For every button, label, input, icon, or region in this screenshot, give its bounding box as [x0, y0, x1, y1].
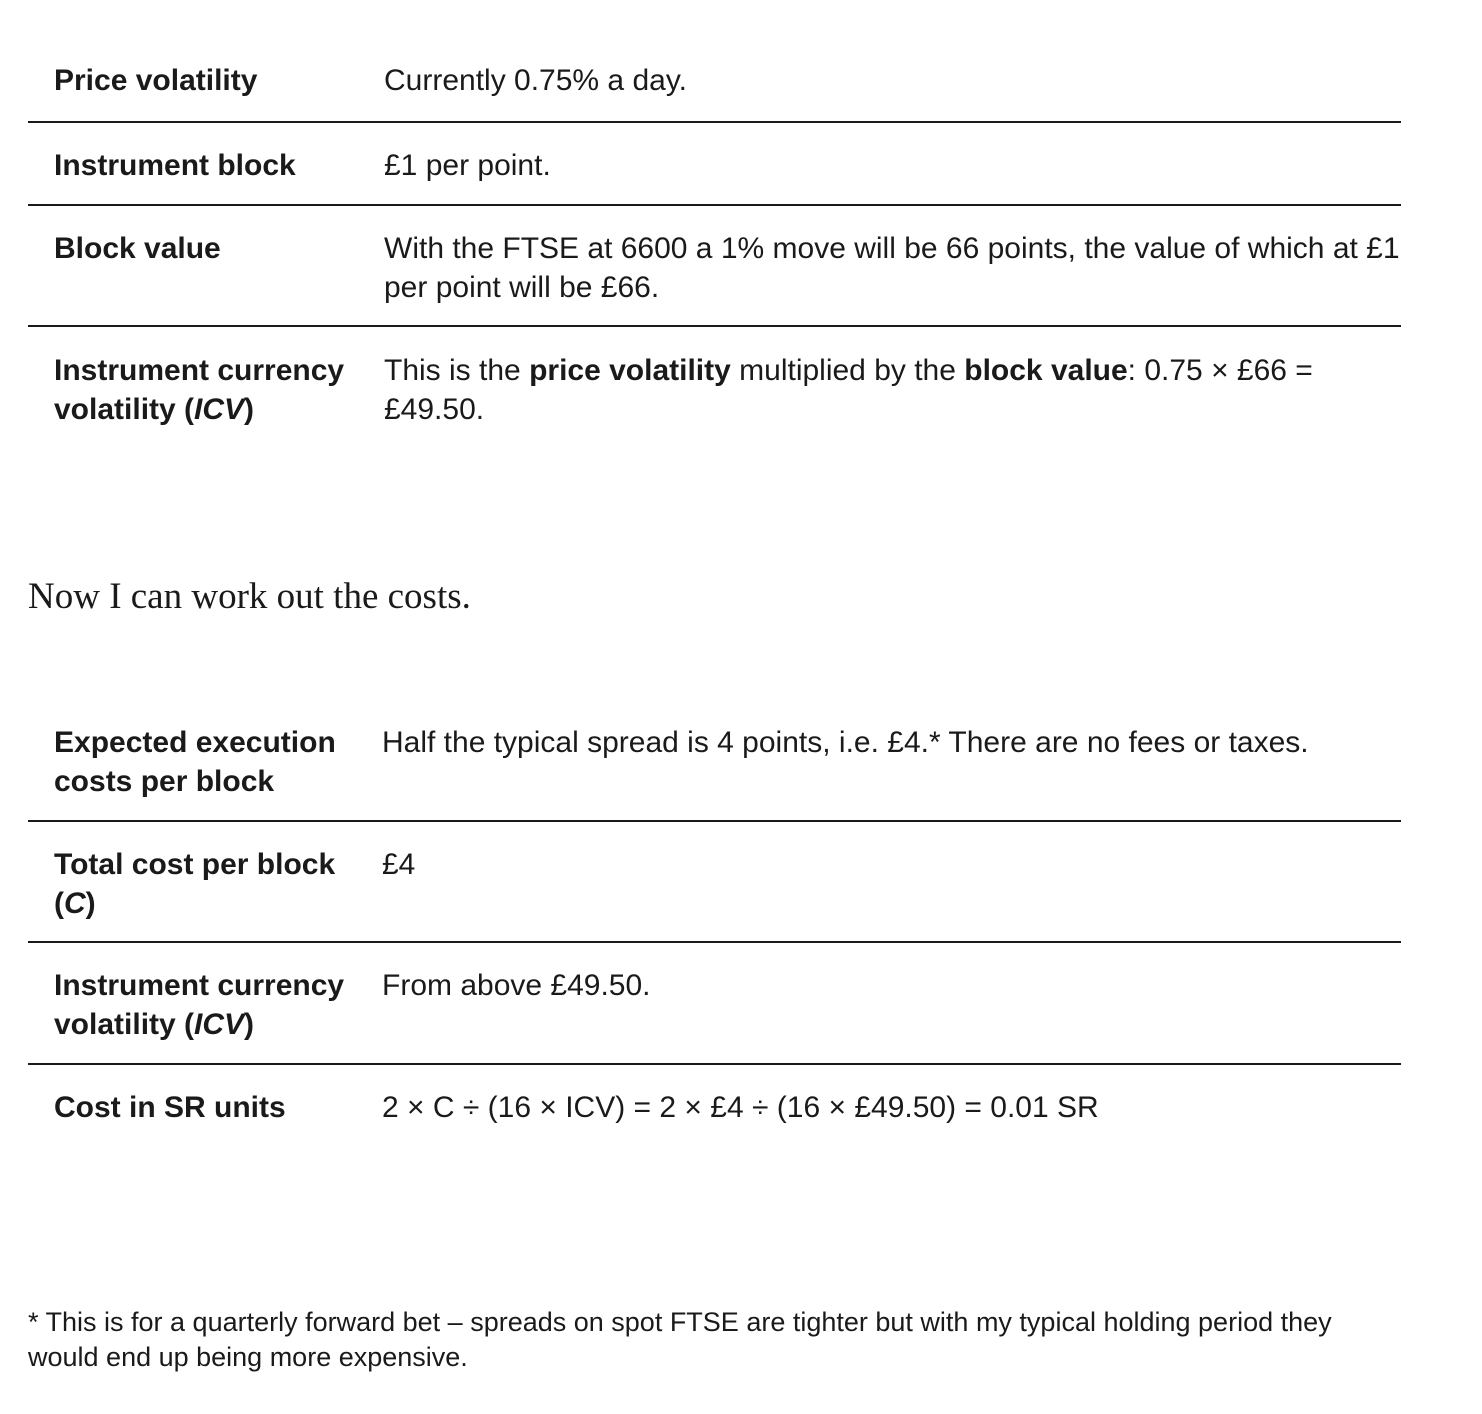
costs-table [28, 720, 1401, 1137]
row-label: Cost in SR units [28, 1064, 356, 1137]
row-label: Total cost per block (C) [28, 821, 356, 942]
row-value: This is the price volatility multiplied by the block value: 0.75 × £66 = £49.50. [356, 326, 1401, 439]
row-label: Instrument block [28, 122, 356, 205]
table-row [28, 326, 1401, 439]
row-label: Expected execution costs per block [54, 726, 336, 798]
row-value: From above £49.50. [356, 942, 1401, 1064]
row-value: 2 × C ÷ (16 × ICV) = 2 × £4 ÷ (16 × £49.50) = 0.01 SR [356, 1064, 1401, 1137]
table-row [28, 1064, 1401, 1137]
table-row [28, 57, 1401, 122]
row-value: Half the typical spread is 4 points, i.e. £4.* There are no fees or taxes. [382, 726, 1309, 759]
row-value: With the FTSE at 6600 a 1% move will be 66 points, the value of which at £1 per point will be £66. [356, 205, 1401, 326]
table-row [28, 942, 1401, 1064]
table-row [28, 720, 1401, 821]
footnote: * This is for a quarterly forward bet – spreads on spot FTSE are tighter but with my typical holding period they would end up being more expensive. [28, 1307, 1332, 1372]
volatility-table [28, 57, 1401, 439]
row-value: £4 [356, 821, 1401, 942]
row-value: Currently 0.75% a day. [384, 64, 687, 97]
row-label: Price volatility [54, 64, 258, 97]
table-row [28, 205, 1401, 326]
table-row [28, 122, 1401, 205]
table-row [28, 821, 1401, 942]
row-label: Instrument currency volatility (ICV) [28, 942, 356, 1064]
row-value: £1 per point. [356, 122, 1401, 205]
row-label: Instrument currency volatility (ICV) [28, 326, 356, 439]
body-paragraph: Now I can work out the costs. [28, 576, 471, 617]
row-label: Block value [28, 205, 356, 326]
